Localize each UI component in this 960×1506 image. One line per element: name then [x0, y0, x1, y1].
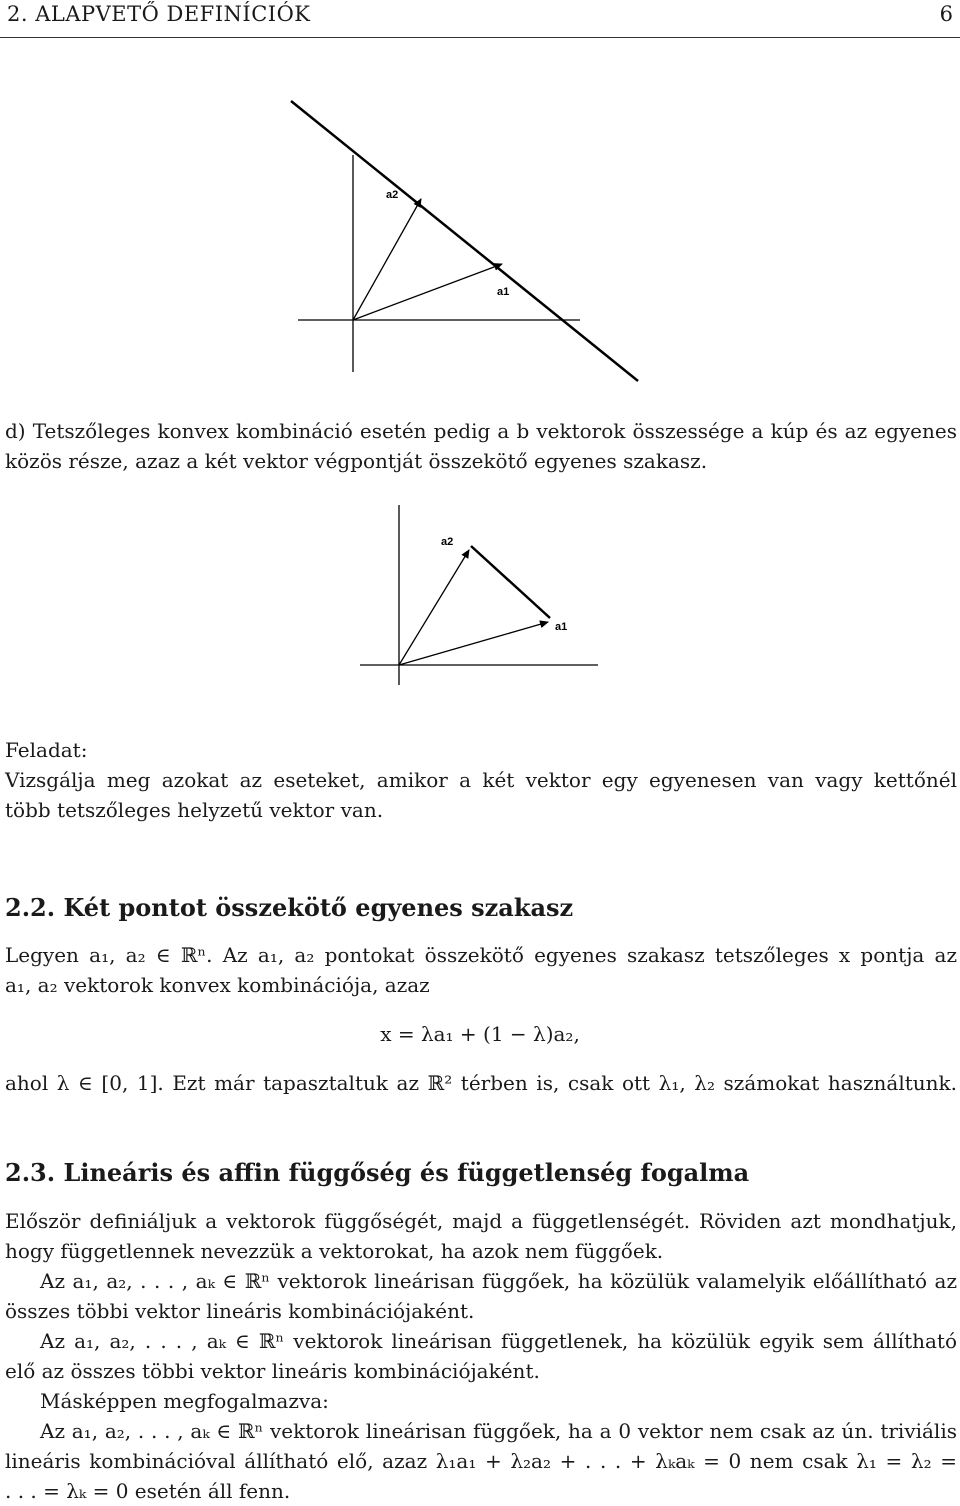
- segment-a2-a1: [471, 546, 550, 618]
- task-block: [5, 735, 957, 825]
- label-a1: a1: [497, 286, 510, 298]
- section-2-2-line2: a₁, a₂ vektorok konvex kombinációja, azaz: [5, 973, 430, 997]
- equation-convex-combination: x = λa₁ + (1 − λ)a₂,: [380, 1022, 580, 1046]
- section-2-3-heading: 2.3. Lineáris és affin függőség és függetlenség fogalma: [5, 1158, 750, 1187]
- section-2-3-body: [5, 1206, 957, 1506]
- chapter-title: 2. ALAPVETŐ DEFINÍCIÓK: [7, 2, 311, 26]
- paragraph-d-line1: d) Tetszőleges konvex kombináció esetén pedig a b vektorok összessége a kúp és az egyenes: [5, 419, 957, 443]
- s23-p2-line1: Az a₁, a₂, . . . , aₖ ∈ ℝⁿ vektorok lineárisan függőek, ha közülük valamelyik előállítható az: [40, 1269, 957, 1293]
- page-header: [0, 2, 960, 32]
- paragraph-d: [5, 416, 957, 476]
- label-a1: a1: [555, 621, 568, 633]
- cone-boundary-line: [291, 101, 638, 381]
- section-2-2-line3: ahol λ ∈ [0, 1]. Ezt már tapasztaltuk az ℝ² térben is, csak ott λ₁, λ₂ számokat használtunk.: [5, 1071, 957, 1095]
- figure-vector-cone: [290, 95, 670, 385]
- vector-a2: [353, 199, 421, 320]
- s23-p1-line2: hogy függetlennek nevezzük a vektorokat, ha azok nem függőek.: [5, 1239, 664, 1263]
- label-a2: a2: [441, 536, 454, 548]
- header-rule: [0, 37, 960, 38]
- task-title: Feladat:: [5, 738, 88, 762]
- s23-p5-line1: Az a₁, a₂, . . . , aₖ ∈ ℝⁿ vektorok lineárisan függőek, ha a 0 vektor nem csak az ún. triviális: [40, 1419, 957, 1443]
- section-2-2-body: [5, 940, 957, 1000]
- s23-p4: Másképpen megfogalmazva:: [40, 1389, 329, 1413]
- s23-p2-line2: összes többi vektor lineáris kombinációjaként.: [5, 1299, 475, 1323]
- figure-vector-segment: [355, 500, 605, 690]
- s23-p3-line2: elő az összes többi vektor lineáris kombinációjaként.: [5, 1359, 540, 1383]
- section-2-2-tail: [5, 1068, 957, 1098]
- section-2-2-heading: 2.2. Két pontot összekötő egyenes szakasz: [5, 893, 574, 922]
- s23-p5-line3: . . . = λₖ = 0 esetén áll fenn.: [5, 1479, 291, 1503]
- paragraph-d-line2: közös része, azaz a két vektor végpontját összekötő egyenes szakasz.: [5, 449, 708, 473]
- task-line2: több tetszőleges helyzetű vektor van.: [5, 798, 384, 822]
- task-line1: Vizsgálja meg azokat az eseteket, amikor a két vektor egy egyenesen van vagy kettőnél: [5, 768, 957, 792]
- section-2-2-line1: Legyen a₁, a₂ ∈ ℝⁿ. Az a₁, a₂ pontokat összekötő egyenes szakasz tetszőleges x pontja az: [5, 943, 957, 967]
- s23-p5-line2: lineáris kombinációval állítható elő, azaz λ₁a₁ + λ₂a₂ + . . . + λₖaₖ = 0 nem csak λ₁ = λ₂ =: [5, 1449, 957, 1473]
- page-number: 6: [939, 2, 953, 26]
- label-a2: a2: [386, 189, 399, 201]
- s23-p3-line1: Az a₁, a₂, . . . , aₖ ∈ ℝⁿ vektorok lineárisan függetlenek, ha közülük egyik sem állítható: [40, 1329, 957, 1353]
- s23-p1-line1: Először definiáljuk a vektorok függőségét, majd a függetlenségét. Röviden azt mondhatjuk,: [5, 1209, 957, 1233]
- vector-a1: [353, 264, 502, 320]
